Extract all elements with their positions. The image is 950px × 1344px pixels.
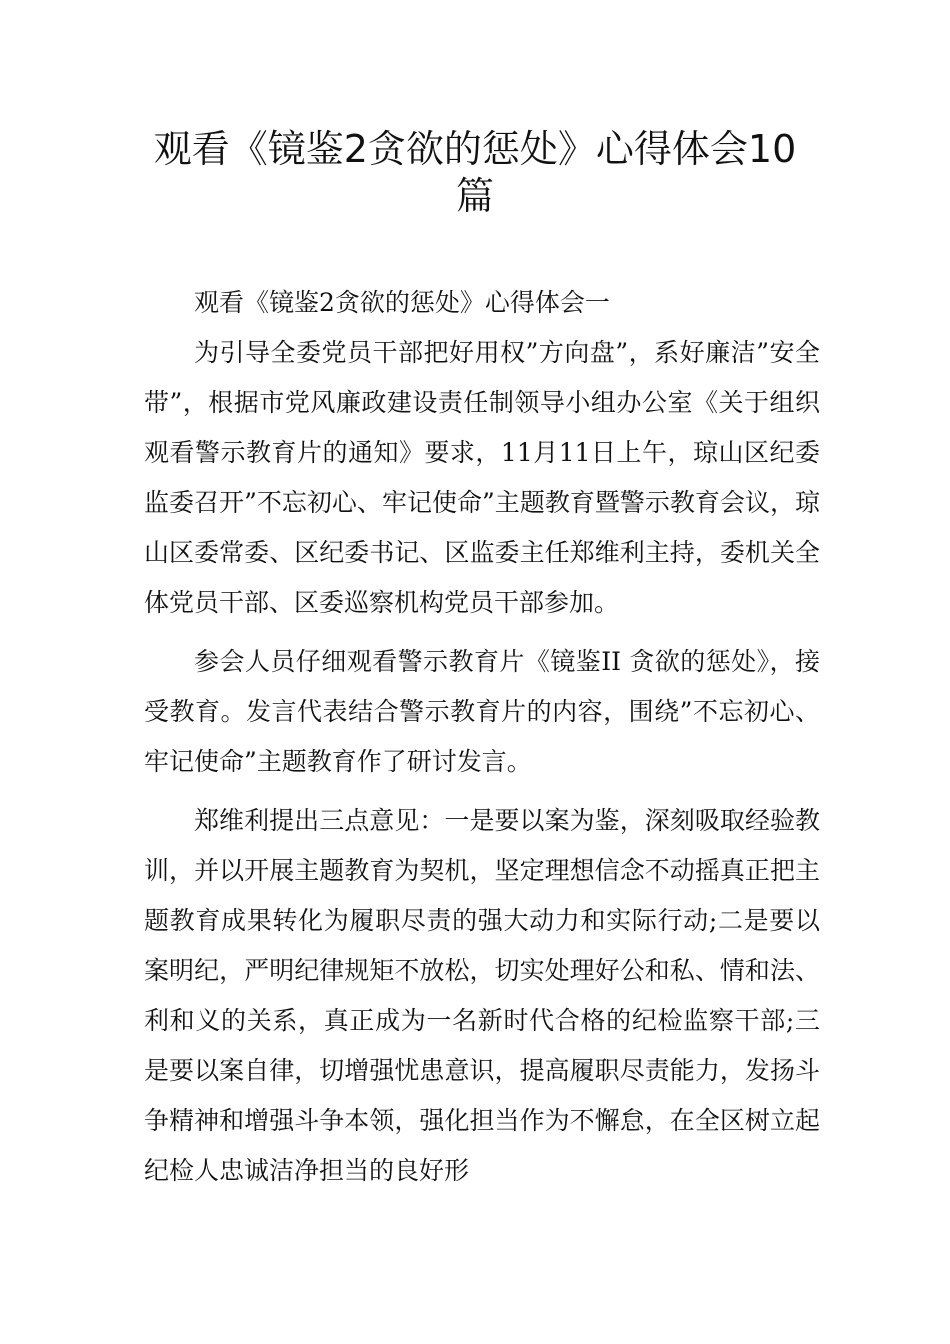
section-heading: 观看《镜鉴2贪欲的惩处》心得体会一 [194, 288, 610, 317]
document-title: 观看《镜鉴2贪欲的惩处》心得体会10篇 [153, 127, 797, 218]
paragraph-3: 郑维利提出三点意见：一是要以案为鉴，深刻吸取经验教训，并以开展主题教育为契机，坚定理想信念不动摇真正把主题教育成果转化为履职尽责的强大动力和实际行动;二是要以案明纪，严明纪律规矩不放松，切实处理好公和私、情和法、利和义的关系，真正成为一名新时代合格的纪检监察干部;三是要以案自律，切增强忧患意识，提高履职尽责能力，发扬斗争精神和增强斗争本领，强化担当作为不懈怠，在全区树立起纪检人忠诚洁净担当的良好形 [144, 806, 820, 1185]
document-body [144, 278, 820, 1205]
paragraph-2: 参会人员仔细观看警示教育片《镜鉴II 贪欲的惩处》，接受教育。发言代表结合警示教育片的内容，围绕”不忘初心、牢记使命”主题教育作了研讨发言。 [144, 647, 820, 776]
paragraph-1: 为引导全委党员干部把好用权”方向盘”，系好廉洁”安全带”，根据市党风廉政建设责任制领导小组办公室《关于组织观看警示教育片的通知》要求，11月11日上午，琼山区纪委监委召开”不忘初心、牢记使命”主题教育暨警示教育会议，琼山区委常委、区纪委书记、区监委主任郑维利主持，委机关全体党员干部、区委巡察机构党员干部参加。 [144, 338, 820, 617]
